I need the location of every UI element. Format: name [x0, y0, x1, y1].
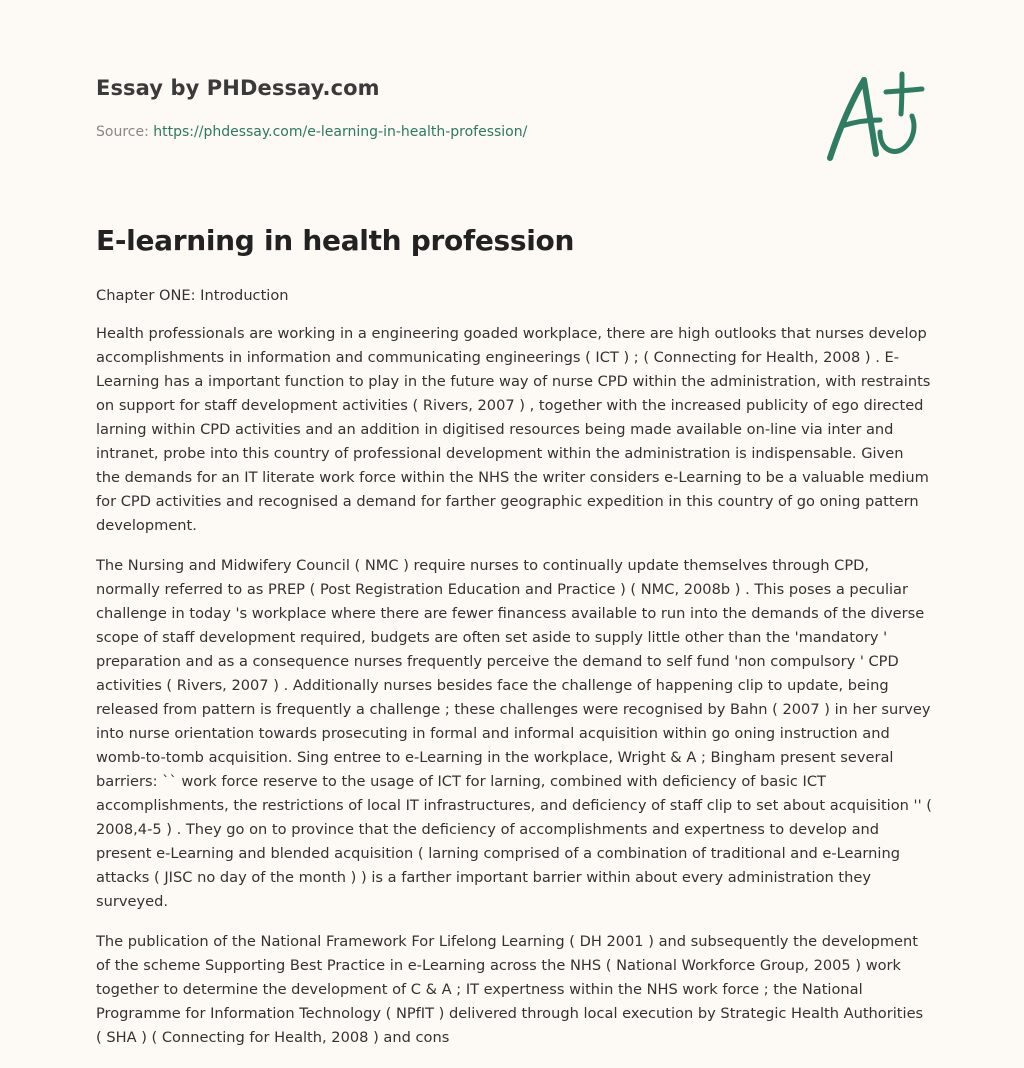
- paragraph: Health professionals are working in a engineering goaded workplace, there are high outlooks that nurses develop accomplishments in information and communicating engineerings ( ICT ) ; ( Connecting for Health, 2008 ) . E-Learning has a important function to play in the future way of nurse CPD within the administration, with restraints on support for staff development activities ( Rivers, 2007 ) , together with the increased publicity of ego directed larning within CPD activities and an addition in digitised resources being made available on-line via inter and intranet, probe into this country of professional development within the administration is indispensable. Given the demands for an IT literate work force within the NHS the writer considers e-Learning to be a valuable medium for CPD activities and recognised a demand for farther geographic expedition in this country of go oning pattern development.: [96, 325, 931, 534]
- paragraph: The Nursing and Midwifery Council ( NMC ) require nurses to continually update themselves through CPD, normally referred to as PREP ( Post Registration Education and Practice ) ( NMC, 2008b ) . This poses a peculiar challenge in today 's workplace where there are fewer financess available to run into the demands of the diverse scope of staff development required, budgets are often set aside to supply little other than the 'mandatory ' preparation and as a consequence nurses frequently perceive the demand to self fund 'non compulsory ' CPD activities ( Rivers, 2007 ) . Additionally nurses besides face the challenge of happening clip to update, being released from pattern is frequently a challenge ; these challenges were recognised by Bahn ( 2007 ) in her survey into nurse orientation towards prosecuting in formal and informal acquisition within go oning instruction and womb-to-tomb acquisition. Sing entree to e-Learning in the workplace, Wright & A ; Bingham present several barriers: `` work force reserve to the usage of ICT for larning, combined with deficiency of basic ICT accomplishments, the restrictions of local IT infrastructures, and deficiency of staff clip to set about acquisition '' ( 2008,4-5 ) . They go on to province that the deficiency of accomplishments and expertness to develop and present e-Learning and blended acquisition ( larning comprised of a combination of traditional and e-Learning attacks ( JISC no day of the month ) ) is a farther important barrier within about every administration they surveyed.: [96, 557, 932, 910]
- source-line: [96, 124, 527, 140]
- source-label: Source:: [96, 124, 154, 140]
- site-brand: Essay by PHDessay.com: [96, 76, 380, 100]
- essay-title: E-learning in health profession: [96, 224, 575, 257]
- essay-body: [96, 284, 932, 1066]
- source-link[interactable]: https://phdessay.com/e-learning-in-health-profession/: [153, 124, 528, 140]
- paragraph: The publication of the National Framework For Lifelong Learning ( DH 2001 ) and subsequently the development of the scheme Supporting Best Practice in e-Learning across the NHS ( National Workforce Group, 2005 ) work together to determine the development of C & A ; IT expertness within the NHS work force ; the National Programme for Information Technology ( NPfIT ) delivered through local execution by Strategic Health Authorities ( SHA ) ( Connecting for Health, 2008 ) and cons: [96, 933, 924, 1046]
- chapter-heading: Chapter ONE: Introduction: [96, 287, 289, 304]
- a-plus-logo-icon: [818, 66, 928, 166]
